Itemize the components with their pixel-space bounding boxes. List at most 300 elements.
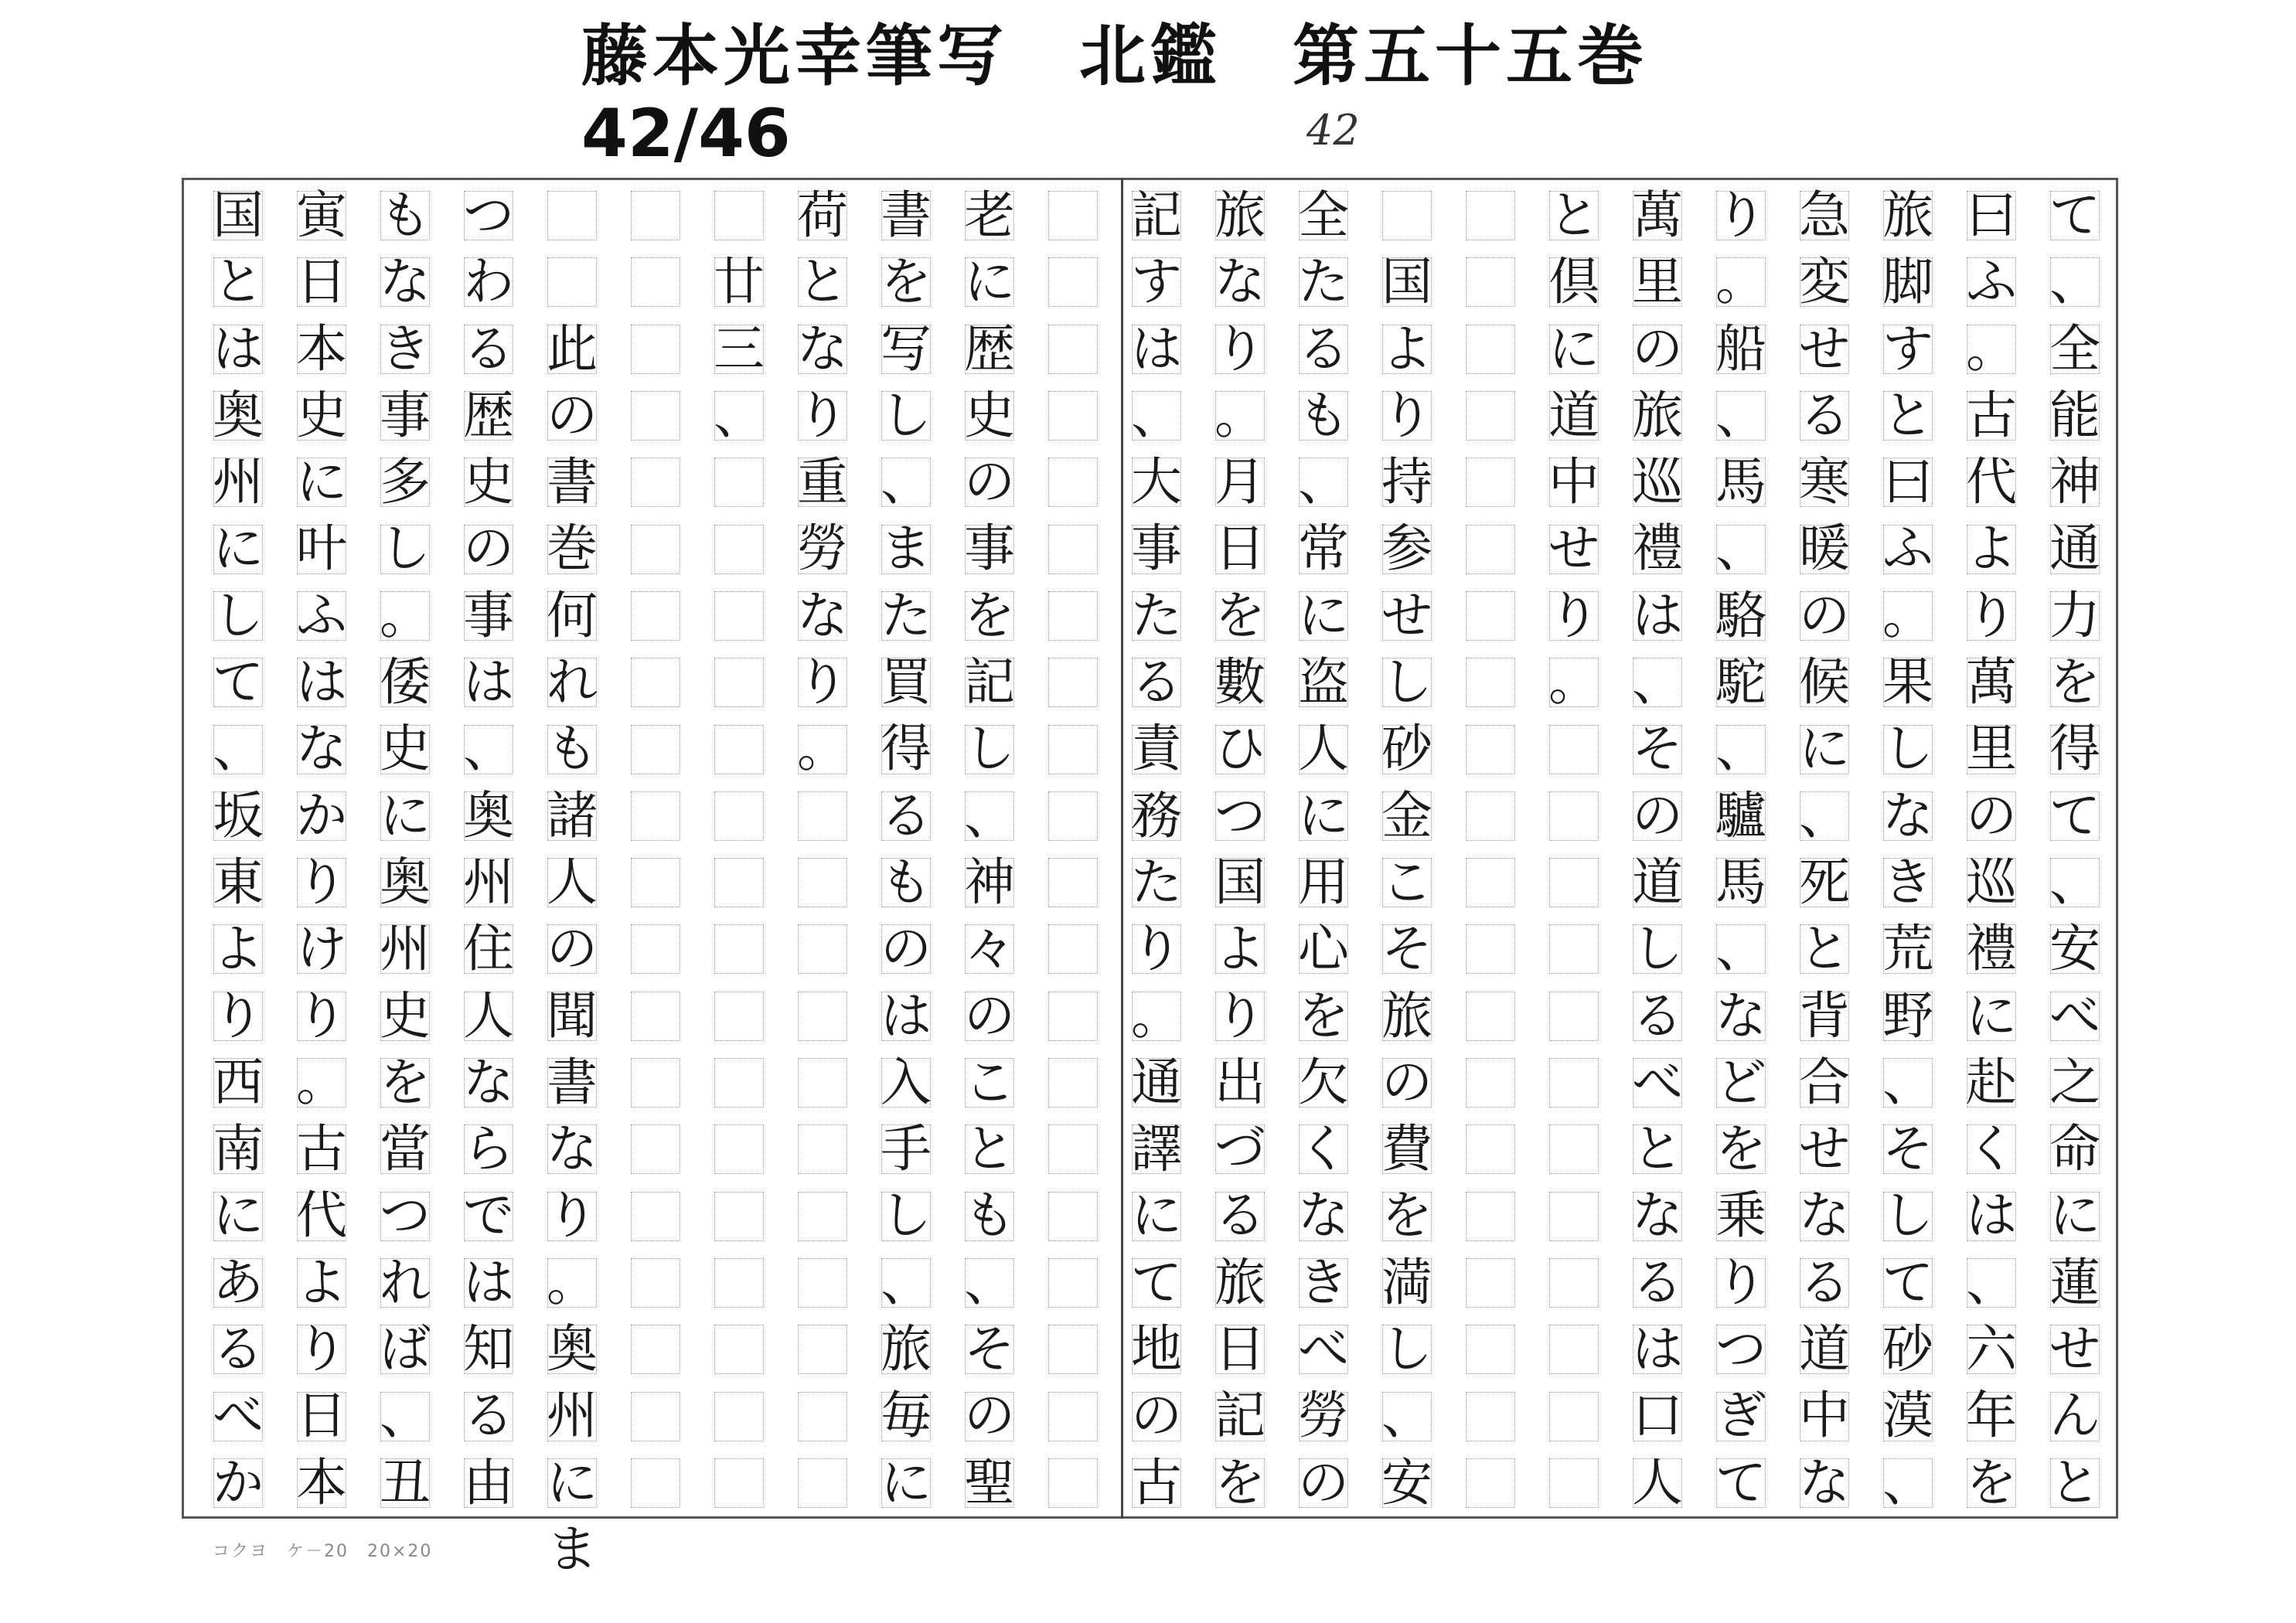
manuscript-character: 旅: [881, 1319, 932, 1380]
manuscript-character: つ: [1715, 1319, 1766, 1380]
manuscript-character: 能: [2049, 385, 2100, 445]
manuscript-character: 野: [1882, 985, 1933, 1046]
manuscript-column: [1538, 182, 1610, 1516]
manuscript-character: 写: [881, 318, 932, 379]
manuscript-character: 萬: [1632, 185, 1683, 245]
manuscript-character: 馬: [1715, 852, 1766, 912]
manuscript-character: 萬: [1966, 652, 2017, 713]
manuscript-character: 勞: [797, 519, 848, 579]
manuscript-character: り: [296, 1319, 347, 1380]
manuscript-character: に: [1548, 318, 1599, 379]
manuscript-character: 、: [1715, 719, 1766, 779]
paper-brand-footer: コクヨ ケ－20 20×20: [213, 1542, 433, 1561]
manuscript-character: 、: [1882, 1052, 1933, 1112]
manuscript-character: 、: [1715, 519, 1766, 579]
manuscript-character: 曰: [1882, 452, 1933, 512]
manuscript-character: 国: [1214, 852, 1266, 912]
manuscript-character: 寅: [296, 185, 347, 245]
manuscript-character: 奥: [547, 1319, 598, 1380]
manuscript-character: な: [1632, 1186, 1683, 1246]
manuscript-character: 南: [213, 1119, 264, 1179]
manuscript-character: 、: [964, 785, 1015, 846]
manuscript-column: [1288, 182, 1359, 1516]
manuscript-character: 州: [213, 452, 264, 512]
manuscript-character: 費: [1381, 1119, 1432, 1179]
manuscript-character: 安: [2049, 919, 2100, 979]
manuscript-character: と: [2049, 1452, 2100, 1512]
manuscript-character: 、: [881, 452, 932, 512]
manuscript-character: 入: [881, 1052, 932, 1112]
manuscript-character: な: [797, 585, 848, 645]
manuscript-character: な: [1715, 985, 1766, 1046]
manuscript-character: 日: [1214, 1319, 1266, 1380]
manuscript-character: 西: [213, 1052, 264, 1112]
handwritten-page-number: 42: [1306, 106, 1360, 155]
manuscript-character: 道: [1632, 852, 1683, 912]
manuscript-character: し: [881, 385, 932, 445]
blank-cell: [537, 182, 608, 249]
manuscript-character: 全: [1298, 185, 1349, 245]
manuscript-character: の: [1131, 1386, 1182, 1446]
manuscript-character: 漠: [1882, 1386, 1933, 1446]
manuscript-character: 荒: [1882, 919, 1933, 979]
manuscript-character: 叶: [296, 519, 347, 579]
manuscript-character: 砂: [1882, 1319, 1933, 1380]
manuscript-character: し: [1381, 1319, 1432, 1380]
manuscript-character: 駱: [1715, 585, 1766, 645]
manuscript-character: 史: [380, 719, 431, 779]
manuscript-character: し: [1381, 652, 1432, 713]
blank-cell: [703, 182, 775, 249]
manuscript-character: 譯: [1131, 1119, 1182, 1179]
manuscript-character: 脚: [1882, 252, 1933, 312]
manuscript-character: も: [547, 719, 598, 779]
manuscript-character: 禮: [1966, 919, 2017, 979]
manuscript-character: 、: [881, 1252, 932, 1312]
manuscript-character: る: [213, 1319, 264, 1380]
manuscript-character: な: [547, 1119, 598, 1179]
manuscript-character: よ: [296, 1252, 347, 1312]
manuscript-character: は: [463, 1252, 514, 1312]
manuscript-character: の: [1799, 585, 1850, 645]
manuscript-column: [1371, 182, 1443, 1516]
manuscript-character: る: [881, 785, 932, 846]
manuscript-character: 口: [1632, 1386, 1683, 1446]
manuscript-character: 荷: [797, 185, 848, 245]
manuscript-column: [453, 182, 524, 1516]
manuscript-character: せ: [1799, 318, 1850, 379]
manuscript-character: よ: [1214, 919, 1266, 979]
manuscript-character: 得: [2049, 719, 2100, 779]
manuscript-character: し: [1882, 719, 1933, 779]
manuscript-column: [537, 182, 608, 1579]
manuscript-character: 常: [1298, 519, 1349, 579]
manuscript-character: り: [1966, 585, 2017, 645]
manuscript-character: の: [964, 1386, 1015, 1446]
manuscript-character: 通: [2049, 519, 2100, 579]
manuscript-character: 奥: [380, 852, 431, 912]
manuscript-column: [2039, 182, 2110, 1516]
manuscript-character: の: [1298, 1452, 1349, 1512]
manuscript-character: の: [1632, 318, 1683, 379]
blank-cell: [1371, 182, 1443, 249]
manuscript-character: 道: [1548, 385, 1599, 445]
manuscript-character: に: [1966, 985, 2017, 1046]
manuscript-character: 中: [1799, 1386, 1850, 1446]
manuscript-character: な: [380, 252, 431, 312]
manuscript-character: に: [964, 252, 1015, 312]
manuscript-character: と: [964, 1119, 1015, 1179]
manuscript-character: 地: [1131, 1319, 1182, 1380]
manuscript-character: り: [797, 385, 848, 445]
manuscript-character: つ: [1214, 785, 1266, 846]
manuscript-character: よ: [1381, 318, 1432, 379]
manuscript-character: よ: [213, 919, 264, 979]
manuscript-character: 得: [881, 719, 932, 779]
manuscript-character: 買: [881, 652, 932, 713]
manuscript-character: 、: [1882, 1452, 1933, 1512]
manuscript-character: 。: [1131, 985, 1182, 1046]
manuscript-character: 重: [797, 452, 848, 512]
manuscript-character: き: [1298, 1252, 1349, 1312]
manuscript-character: 六: [1966, 1319, 2017, 1380]
manuscript-character: 寒: [1799, 452, 1850, 512]
manuscript-character: の: [547, 385, 598, 445]
blank-cell: [537, 249, 608, 315]
manuscript-character: し: [881, 1186, 932, 1246]
manuscript-character: 史: [463, 452, 514, 512]
manuscript-character: 巻: [547, 519, 598, 579]
manuscript-character: 国: [1381, 252, 1432, 312]
manuscript-character: る: [1799, 1252, 1850, 1312]
manuscript-character: に: [881, 1452, 932, 1512]
manuscript-character: も: [380, 185, 431, 245]
manuscript-character: 史: [296, 385, 347, 445]
manuscript-character: り: [1715, 1252, 1766, 1312]
document-title: 藤本光幸筆写 北鑑 第五十五巻: [581, 18, 1648, 95]
manuscript-column: [787, 182, 858, 1516]
manuscript-character: そ: [964, 1319, 1015, 1380]
manuscript-character: そ: [1381, 919, 1432, 979]
manuscript-character: 、: [1966, 1252, 2017, 1312]
manuscript-character: 、: [1715, 919, 1766, 979]
manuscript-character: 命: [2049, 1119, 2100, 1179]
manuscript-character: を: [1214, 585, 1266, 645]
manuscript-character: こ: [1381, 852, 1432, 912]
manuscript-character: 古: [1131, 1452, 1182, 1512]
manuscript-character: づ: [1214, 1119, 1266, 1179]
manuscript-character: に: [1799, 719, 1850, 779]
manuscript-character: 聞: [547, 985, 598, 1046]
manuscript-character: べ: [213, 1386, 264, 1446]
manuscript-character: 金: [1381, 785, 1432, 846]
manuscript-character: 年: [1966, 1386, 2017, 1446]
manuscript-character: 責: [1131, 719, 1182, 779]
manuscript-character: は: [1632, 585, 1683, 645]
manuscript-character: る: [1131, 652, 1182, 713]
manuscript-character: つ: [380, 1186, 431, 1246]
manuscript-character: 記: [964, 652, 1015, 713]
manuscript-character: 月: [1214, 452, 1266, 512]
manuscript-character: な: [296, 719, 347, 779]
manuscript-character: き: [380, 318, 431, 379]
manuscript-character: ひ: [1214, 719, 1266, 779]
manuscript-character: な: [1799, 1186, 1850, 1246]
manuscript-character: せ: [2049, 1319, 2100, 1380]
manuscript-character: 之: [2049, 1052, 2100, 1112]
manuscript-character: 史: [964, 385, 1015, 445]
manuscript-character: の: [1381, 1052, 1432, 1112]
manuscript-character: 。: [797, 719, 848, 779]
manuscript-character: 。: [547, 1252, 598, 1312]
manuscript-character: て: [213, 652, 264, 713]
manuscript-column: [1789, 182, 1860, 1516]
manuscript-character: 出: [1214, 1052, 1266, 1112]
manuscript-character: 里: [1632, 252, 1683, 312]
manuscript-character: 参: [1381, 519, 1432, 579]
manuscript-character: に: [1298, 785, 1349, 846]
manuscript-character: 、: [714, 385, 765, 445]
manuscript-character: は: [1966, 1186, 2017, 1246]
manuscript-character: る: [1632, 985, 1683, 1046]
manuscript-character: る: [463, 318, 514, 379]
manuscript-character: 書: [547, 452, 598, 512]
manuscript-character: べ: [1632, 1052, 1683, 1112]
manuscript-character: 盗: [1298, 652, 1349, 713]
manuscript-character: 合: [1799, 1052, 1850, 1112]
manuscript-character: た: [1131, 585, 1182, 645]
manuscript-column: [286, 182, 357, 1516]
manuscript-character: 代: [1966, 452, 2017, 512]
manuscript-character: せ: [1548, 519, 1599, 579]
manuscript-character: 此: [547, 318, 598, 379]
page-number: 42/46: [581, 95, 791, 172]
manuscript-character: 、: [2049, 852, 2100, 912]
manuscript-character: は: [213, 318, 264, 379]
manuscript-character: の: [1632, 785, 1683, 846]
manuscript-character: 果: [1882, 652, 1933, 713]
manuscript-character: 、: [964, 1252, 1015, 1312]
manuscript-character: 船: [1715, 318, 1766, 379]
manuscript-character: て: [1131, 1252, 1182, 1312]
manuscript-character: 。: [1548, 652, 1599, 713]
manuscript-character: 旅: [1214, 185, 1266, 245]
manuscript-character: と: [1548, 185, 1599, 245]
manuscript-character: 人: [547, 852, 598, 912]
manuscript-character: と: [797, 252, 848, 312]
manuscript-character: 、: [213, 719, 264, 779]
manuscript-character: 、: [1131, 385, 1182, 445]
manuscript-character: 代: [296, 1186, 347, 1246]
manuscript-character: 事: [463, 585, 514, 645]
manuscript-character: を: [2049, 652, 2100, 713]
manuscript-character: 廿: [714, 252, 765, 312]
manuscript-character: に: [1298, 585, 1349, 645]
manuscript-character: を: [380, 1052, 431, 1112]
manuscript-character: 何: [547, 585, 598, 645]
manuscript-character: か: [296, 785, 347, 846]
manuscript-character: 満: [1381, 1252, 1432, 1312]
manuscript-character: 毎: [881, 1386, 932, 1446]
manuscript-character: 事: [964, 519, 1015, 579]
manuscript-character: か: [213, 1452, 264, 1512]
manuscript-character: 。: [296, 1052, 347, 1112]
manuscript-character: 。: [380, 585, 431, 645]
manuscript-character: 里: [1966, 719, 2017, 779]
manuscript-character: り: [296, 852, 347, 912]
manuscript-character: 変: [1799, 252, 1850, 312]
manuscript-character: 安: [1381, 1452, 1432, 1512]
manuscript-character: の: [547, 919, 598, 979]
manuscript-character: 。: [1715, 252, 1766, 312]
manuscript-character: て: [2049, 785, 2100, 846]
manuscript-character: 多: [380, 452, 431, 512]
manuscript-character: ふ: [296, 585, 347, 645]
manuscript-character: ど: [1715, 1052, 1766, 1112]
manuscript-character: 中: [1548, 452, 1599, 512]
manuscript-character: 諸: [547, 785, 598, 846]
manuscript-character: の: [964, 985, 1015, 1046]
manuscript-character: 書: [881, 185, 932, 245]
manuscript-character: 背: [1799, 985, 1850, 1046]
manuscript-character: つ: [463, 185, 514, 245]
manuscript-column: [203, 182, 274, 1516]
manuscript-character: 倭: [380, 652, 431, 713]
manuscript-character: べ: [2049, 985, 2100, 1046]
manuscript-character: の: [881, 919, 932, 979]
manuscript-character: 州: [380, 919, 431, 979]
manuscript-character: は: [463, 652, 514, 713]
manuscript-character: と: [1632, 1119, 1683, 1179]
manuscript-character: る: [463, 1386, 514, 1446]
manuscript-character: る: [1298, 318, 1349, 379]
manuscript-character: を: [1298, 985, 1349, 1046]
manuscript-character: 。: [1214, 385, 1266, 445]
manuscript-character: て: [2049, 185, 2100, 245]
manuscript-character: 、: [380, 1386, 431, 1446]
manuscript-character: 事: [1131, 519, 1182, 579]
manuscript-character: 知: [463, 1319, 514, 1380]
manuscript-character: ぎ: [1715, 1386, 1766, 1446]
manuscript-character: た: [1298, 252, 1349, 312]
manuscript-character: 務: [1131, 785, 1182, 846]
manuscript-character: 赴: [1966, 1052, 2017, 1112]
manuscript-character: る: [1799, 385, 1850, 445]
manuscript-column: [954, 182, 1025, 1516]
manuscript-character: り: [1131, 919, 1182, 979]
manuscript-character: 馬: [1715, 452, 1766, 512]
manuscript-character: ば: [380, 1319, 431, 1380]
manuscript-character: 史: [380, 985, 431, 1046]
manuscript-character: の: [463, 519, 514, 579]
manuscript-character: り: [1381, 385, 1432, 445]
manuscript-character: 巡: [1966, 852, 2017, 912]
manuscript-character: 丑: [380, 1452, 431, 1512]
manuscript-character: 。: [1882, 585, 1933, 645]
manuscript-character: 乗: [1715, 1186, 1766, 1246]
manuscript-character: な: [463, 1052, 514, 1112]
manuscript-character: は: [1131, 318, 1182, 379]
manuscript-character: り: [296, 985, 347, 1046]
manuscript-character: 記: [1214, 1386, 1266, 1446]
manuscript-character: あ: [213, 1252, 264, 1312]
manuscript-character: こ: [964, 1052, 1015, 1112]
manuscript-character: せ: [1381, 585, 1432, 645]
manuscript-character: を: [1381, 1186, 1432, 1246]
manuscript-character: 旅: [1632, 385, 1683, 445]
manuscript-character: 、: [1632, 652, 1683, 713]
manuscript-character: 日: [1214, 519, 1266, 579]
manuscript-column: [1872, 182, 1943, 1516]
manuscript-character: を: [881, 252, 932, 312]
manuscript-character: 古: [1966, 385, 2017, 445]
manuscript-column: [1121, 182, 1192, 1516]
manuscript-character: 用: [1298, 852, 1349, 912]
manuscript-character: 候: [1799, 652, 1850, 713]
manuscript-column: [1622, 182, 1693, 1516]
manuscript-column: [703, 182, 775, 1516]
manuscript-character: で: [463, 1186, 514, 1246]
manuscript-character: も: [881, 852, 932, 912]
manuscript-character: 神: [964, 852, 1015, 912]
manuscript-character: に: [213, 519, 264, 579]
manuscript-character: 砂: [1381, 719, 1432, 779]
manuscript-character: を: [1715, 1119, 1766, 1179]
manuscript-character: 本: [296, 1452, 347, 1512]
manuscript-character: ふ: [1966, 252, 2017, 312]
manuscript-character: に: [213, 1186, 264, 1246]
manuscript-character: た: [881, 585, 932, 645]
manuscript-character: 當: [380, 1119, 431, 1179]
manuscript-character: 日: [296, 1386, 347, 1446]
manuscript-character: 曰: [1966, 185, 2017, 245]
manuscript-character: ん: [2049, 1386, 2100, 1446]
manuscript-character: 蓮: [2049, 1252, 2100, 1312]
manuscript-character: 人: [463, 985, 514, 1046]
manuscript-character: 旅: [1214, 1252, 1266, 1312]
manuscript-character: 、: [2049, 252, 2100, 312]
manuscript-character: 人: [1632, 1452, 1683, 1512]
manuscript-character: な: [1214, 252, 1266, 312]
manuscript-character: せ: [1799, 1119, 1850, 1179]
manuscript-character: そ: [1882, 1119, 1933, 1179]
manuscript-character: て: [1715, 1452, 1766, 1512]
manuscript-character: 住: [463, 919, 514, 979]
manuscript-character: 暖: [1799, 519, 1850, 579]
manuscript-character: 州: [463, 852, 514, 912]
manuscript-character: そ: [1632, 719, 1683, 779]
manuscript-character: 急: [1799, 185, 1850, 245]
manuscript-character: 奥: [213, 385, 264, 445]
manuscript-column: [870, 182, 942, 1516]
manuscript-character: れ: [547, 652, 598, 713]
manuscript-character: の: [964, 452, 1015, 512]
manuscript-character: り: [547, 1186, 598, 1246]
manuscript-character: 死: [1799, 852, 1850, 912]
manuscript-character: て: [1882, 1252, 1933, 1312]
manuscript-character: 由: [463, 1452, 514, 1512]
manuscript-character: し: [1632, 919, 1683, 979]
manuscript-character: 聖: [964, 1452, 1015, 1512]
manuscript-character: 大: [1131, 452, 1182, 512]
manuscript-character: を: [964, 585, 1015, 645]
manuscript-character: す: [1882, 318, 1933, 379]
manuscript-character: 道: [1799, 1319, 1850, 1380]
manuscript-character: と: [213, 252, 264, 312]
manuscript-character: は: [1632, 1319, 1683, 1380]
manuscript-character: 、: [463, 719, 514, 779]
manuscript-character: に: [380, 785, 431, 846]
